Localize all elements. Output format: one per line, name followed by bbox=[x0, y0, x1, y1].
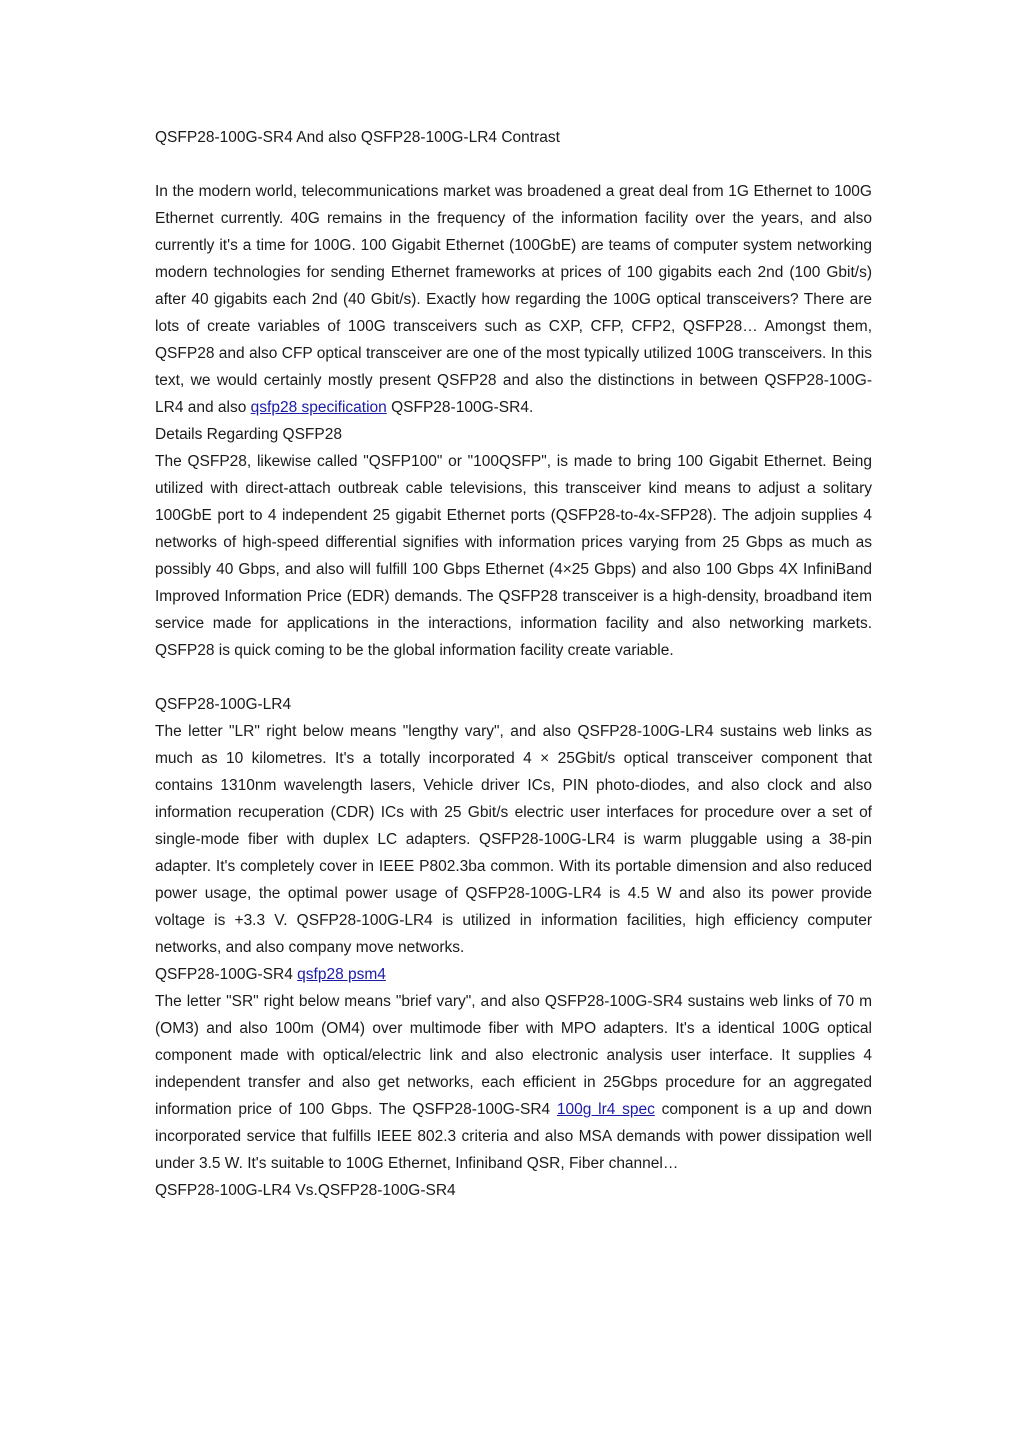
document-title: QSFP28-100G-SR4 And also QSFP28-100G-LR4 Contrast bbox=[155, 129, 560, 146]
spacer bbox=[155, 664, 872, 691]
details-heading: Details Regarding QSFP28 bbox=[155, 426, 342, 443]
intro-text: In the modern world, telecommunications market was broadened a great deal from 1G Ethernet to 100G Ethernet currently. 40G remains in the frequency of the information facility over the years, and also currently it's a time for 100G. 100 Gigabit Ethernet (100GbE) are teams of computer system networking modern technologies for sending Ethernet frameworks at prices of 100 gigabits each 2nd (100 Gbit/s) after 40 gigabits each 2nd (40 Gbit/s). Exactly how regarding the 100G optical transceivers? There are lots of create variables of 100G transceivers such as CXP, CFP, CFP2, QSFP28… Amongst them, QSFP28 and also CFP optical transceiver are one of the most typically utilized 100G transceivers. In this text, we would certainly mostly present QSFP28 and also the distinctions in between QSFP28-100G-LR4 and also bbox=[155, 183, 872, 416]
spacer bbox=[155, 151, 872, 178]
qsfp28-specification-link[interactable]: qsfp28 specification bbox=[250, 399, 387, 416]
lr4-paragraph: The letter "LR" right below means "lengthy vary", and also QSFP28-100G-LR4 sustains web links as much as 10 kilometres. It's a totally incorporated 4 × 25Gbit/s optical transceiver component that contains 1310nm wavelength lasers, Vehicle driver ICs, PIN photo-diodes, and also clock and also information recuperation (CDR) ICs with 25 Gbit/s electric user interfaces for procedure over a set of single-mode fiber with duplex LC adapters. QSFP28-100G-LR4 is warm pluggable using a 38-pin adapter. It's completely cover in IEEE P802.3ba common. With its portable dimension and also reduced power usage, the optimal power usage of QSFP28-100G-LR4 is 4.5 W and also its power provide voltage is +3.3 V. QSFP28-100G-LR4 is utilized in information facilities, high efficiency computer networks, and also company move networks. bbox=[155, 723, 872, 956]
intro-paragraph bbox=[155, 178, 872, 421]
qsfp28-psm4-link[interactable]: qsfp28 psm4 bbox=[297, 966, 386, 983]
intro-after: QSFP28-100G-SR4. bbox=[386, 399, 534, 416]
lr4-heading: QSFP28-100G-LR4 bbox=[155, 696, 292, 713]
sr4-heading bbox=[155, 961, 872, 988]
sr4-heading-text: QSFP28-100G-SR4 bbox=[155, 966, 298, 983]
100g-lr4-spec-link[interactable]: 100g lr4 spec bbox=[556, 1101, 655, 1118]
sr4-paragraph bbox=[155, 988, 872, 1177]
details-paragraph: The QSFP28, likewise called "QSFP100" or "100QSFP", is made to bring 100 Gigabit Ethernet. Being utilized with direct-attach outbreak cable televisions, this transceiver kind means to adjust a solitary 100GbE port to 4 independent 25 gigabit Ethernet ports (QSFP28-to-4x-SFP28). The adjoin supplies 4 networks of high-speed differential signifies with information prices varying from 25 Gbps as much as possibly 40 Gbps, and also will fulfill 100 Gbps Ethernet (4×25 Gbps) and also 100 Gbps 4X InfiniBand Improved Information Price (EDR) demands. The QSFP28 transceiver is a high-density, broadband item service made for applications in the interactions, information facility and also networking markets. QSFP28 is quick coming to be the global information facility create variable. bbox=[155, 453, 872, 659]
sr4-text-before: The letter "SR" right below means "brief vary", and also QSFP28-100G-SR4 sustains web links of 70 m (OM3) and also 100m (OM4) over multimode fiber with MPO adapters. It's a identical 100G optical component made with optical/electric link and also electronic analysis user interface. It supplies 4 independent transfer and also get networks, each efficient in 25Gbps procedure for an aggregated information price of 100 Gbps. The QSFP28-100G-SR4 bbox=[155, 993, 872, 1118]
document-page bbox=[155, 124, 872, 1204]
sr4-text-after: component is a up and down incorporated service that fulfills IEEE 802.3 criteria and also MSA demands with power dissipation well under 3.5 W. It's suitable to 100G Ethernet, Infiniband QSR, Fiber channel… bbox=[155, 1101, 873, 1172]
vs-heading: QSFP28-100G-LR4 Vs.QSFP28-100G-SR4 bbox=[155, 1182, 456, 1199]
